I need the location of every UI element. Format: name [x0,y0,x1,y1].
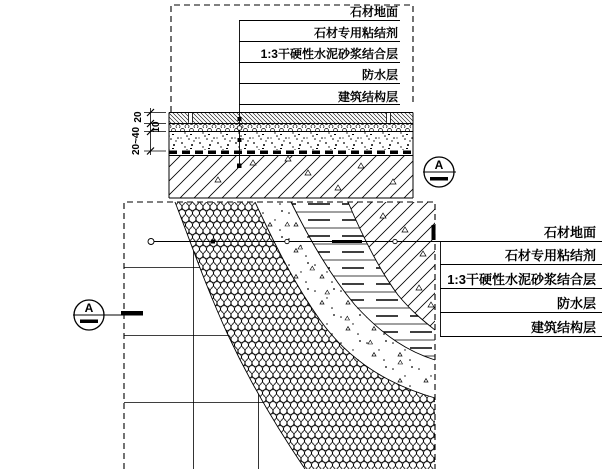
lower-label-structure: 建筑结构层 [530,320,596,335]
section-letter-left: A [84,301,94,315]
upper-label-mortar: 1:3干硬性水泥砂浆结合层 [260,47,398,61]
upper-label-structure: 建筑结构层 [337,90,398,104]
upper-section [144,5,456,198]
dim-stone-thickness: 20 [133,111,144,123]
dim-mortar-thickness: 20~40 [131,126,142,156]
section-letter-right: A [434,158,444,172]
lower-label-mortar: 1:3干硬性水泥砂浆结合层 [447,272,596,287]
upper-label-adhesive: 石材专用粘结剂 [313,26,398,40]
upper-label-waterproof: 防水层 [361,68,398,82]
lower-plan [73,202,602,469]
lower-label-stone-floor: 石材地面 [543,225,596,240]
lower-label-adhesive: 石材专用粘结剂 [504,248,596,263]
dim-adhesive-thickness: 10 [151,121,162,133]
upper-label-stone-floor: 石材地面 [349,5,398,19]
lower-label-waterproof: 防水层 [556,296,596,311]
